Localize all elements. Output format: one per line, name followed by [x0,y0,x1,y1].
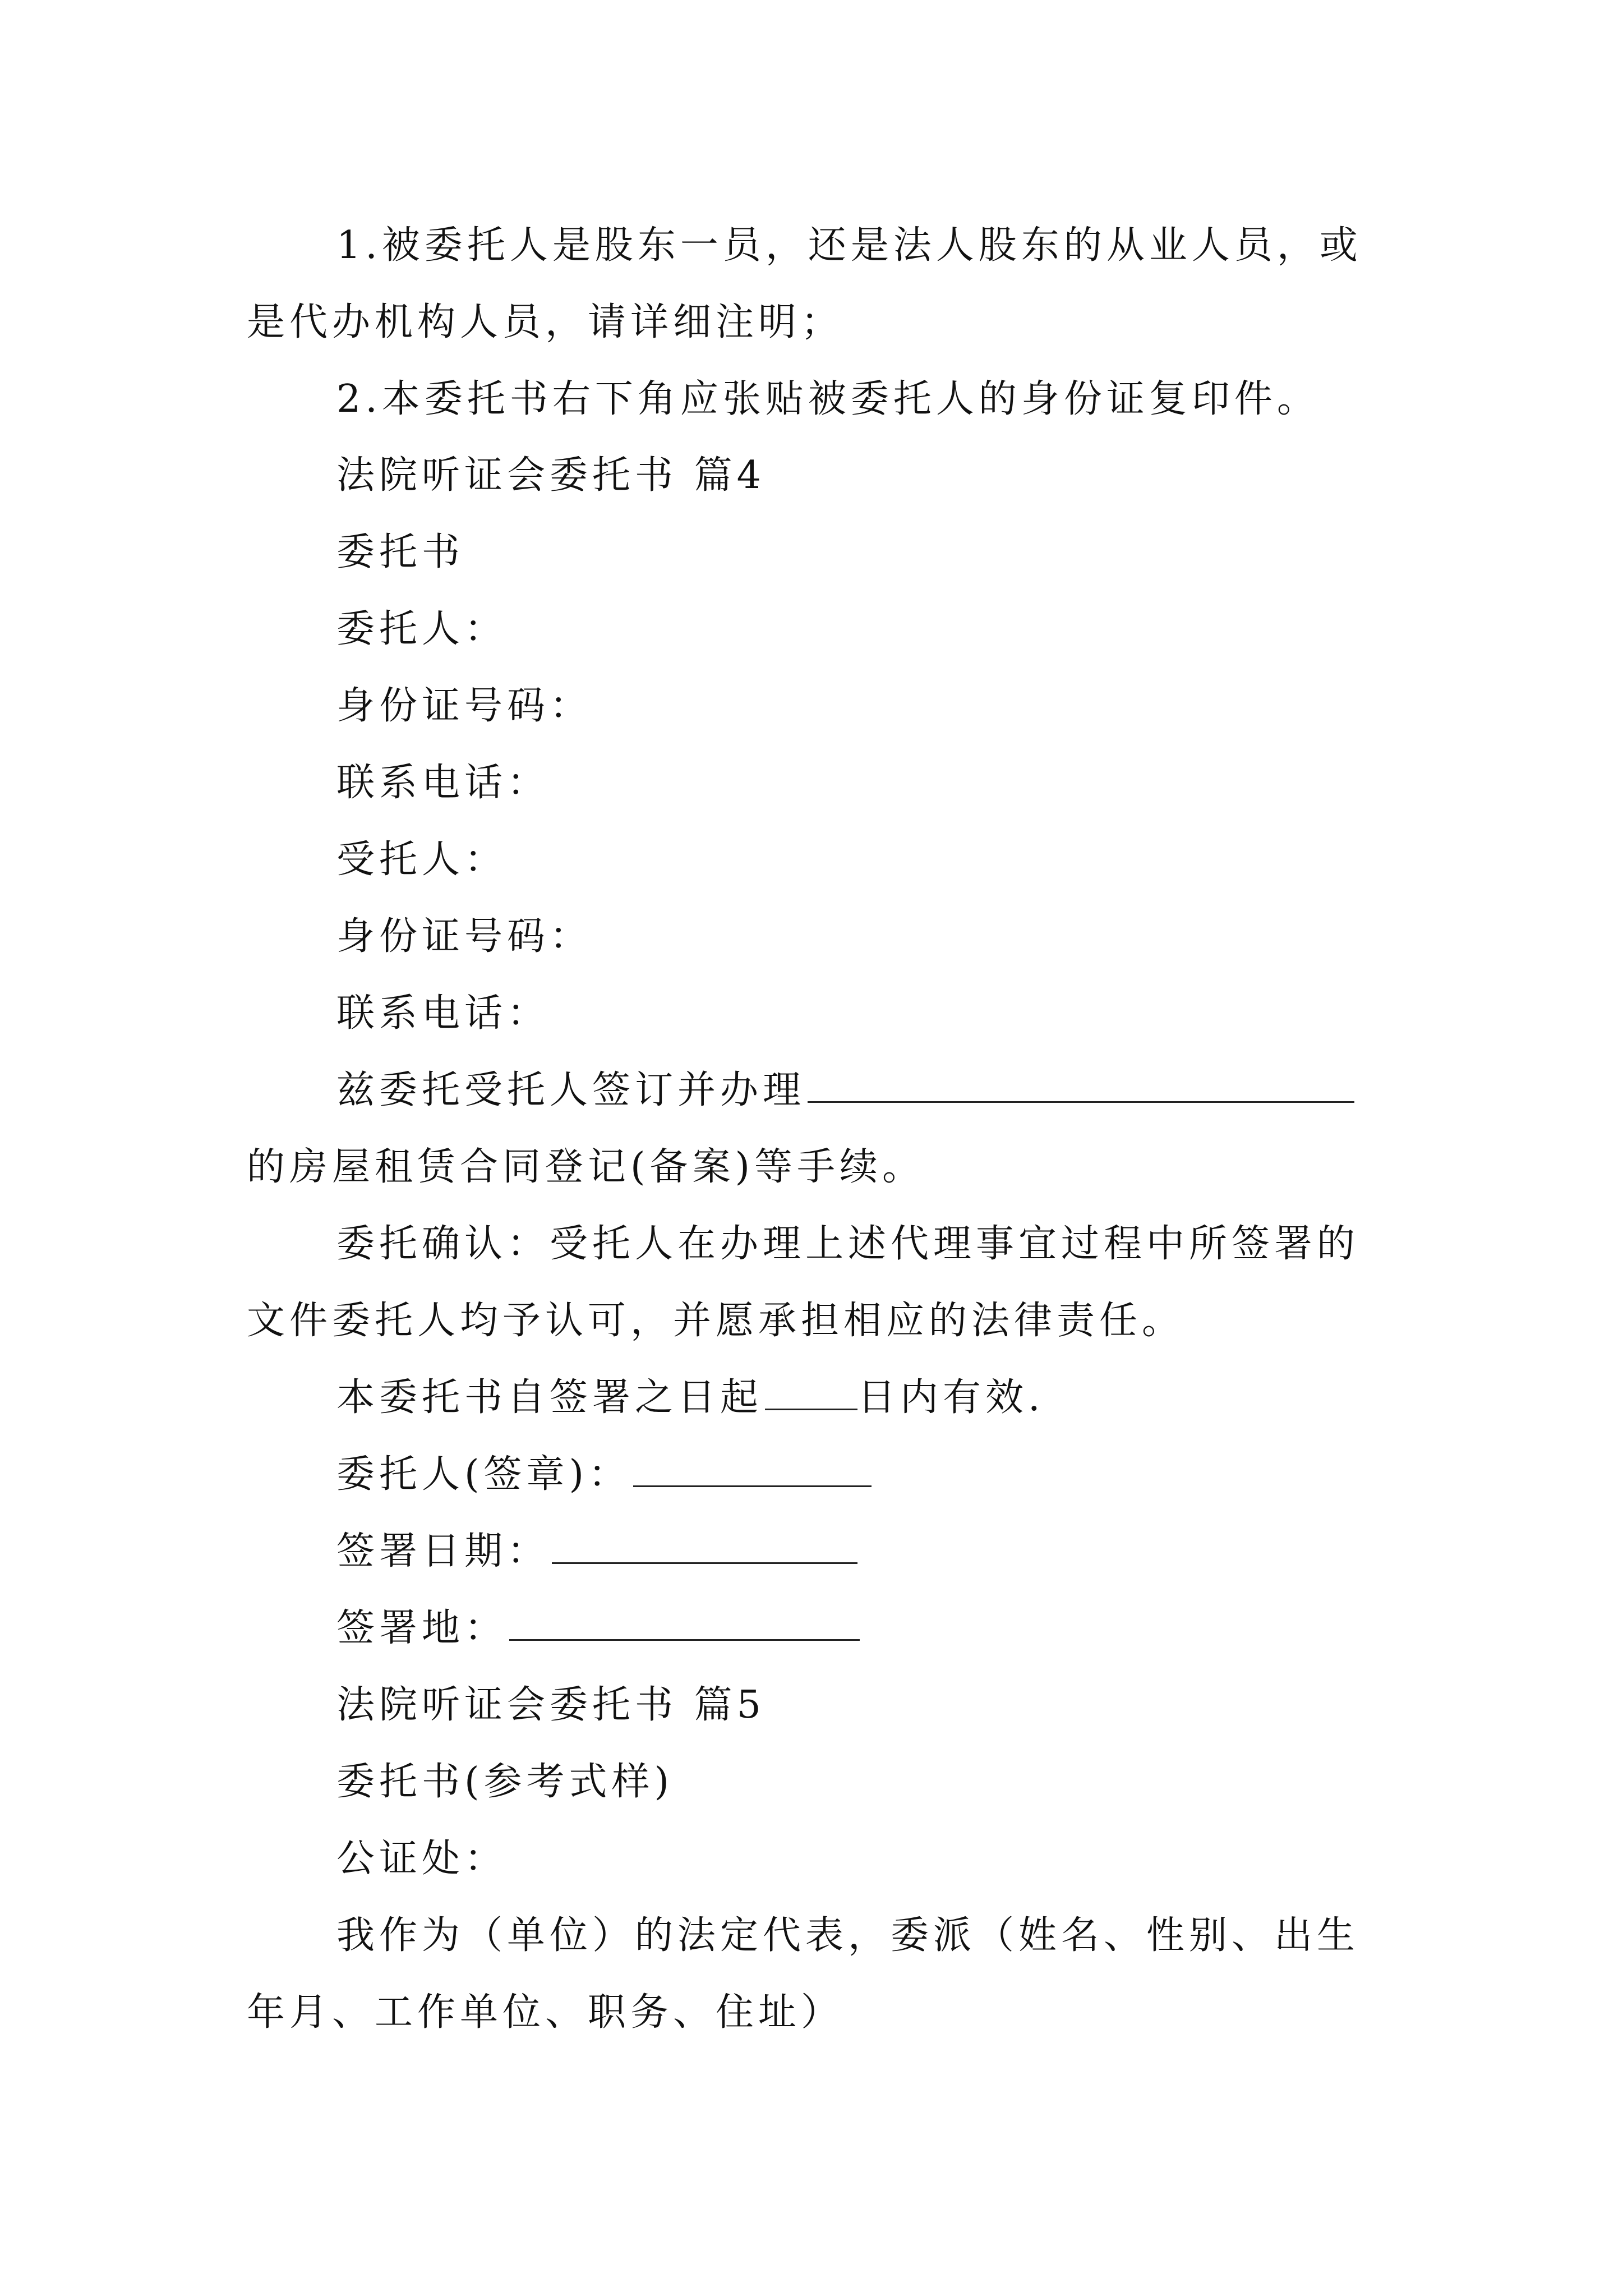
authorization-cont: 的房屋租赁合同登记(备案)等手续。 [247,1145,925,1189]
field-principal-phone: 联系电话： [336,761,550,805]
field-agent-id: 身份证号码： [336,914,593,959]
section-heading-5: 法院听证会委托书 篇5 [336,1683,766,1727]
field-agent-phone: 联系电话： [336,991,550,1036]
blank-days [765,1375,857,1410]
note-1-line-2: 是代办机构人员，请详细注明； [247,300,844,344]
section-heading-4: 法院听证会委托书 篇4 [336,453,766,498]
confirmation-line-1: 委托确认：受托人在办理上述代理事宜过程中所签署的 [336,1222,1360,1266]
blank-property [808,1068,1354,1103]
sign-date-line [336,1526,857,1577]
sign-place-label: 签署地： [336,1606,508,1650]
sign-place-line [336,1603,860,1654]
sign-date-label: 签署日期： [336,1529,550,1573]
field-principal-id: 身份证号码： [336,684,593,728]
confirmation-line-2: 文件委托人均予认可，并愿承担相应的法律责任。 [247,1299,1185,1343]
note-2: 2.本委托书右下角应张贴被委托人的身份证复印件。 [336,377,1320,421]
note-1-line-1: 1.被委托人是股东一员，还是法人股东的从业人员，或 [336,223,1362,268]
authorization-line [336,1065,1354,1116]
blank-signature [633,1452,872,1487]
addressee: 公证处： [336,1837,508,1881]
validity-text-b: 日内有效. [857,1375,1045,1420]
authorization-text: 兹委托受托人签订并办理 [336,1068,806,1112]
validity-line [336,1373,1045,1423]
title-weituoshu: 委托书 [336,530,465,574]
sign-principal-line [336,1450,872,1500]
title-sample: 委托书(参考式样) [336,1760,674,1804]
field-agent: 受托人： [336,838,508,882]
blank-date [552,1529,857,1564]
sign-principal-label: 委托人(签章)： [336,1452,631,1497]
field-principal: 委托人： [336,607,508,651]
blank-place [509,1605,860,1641]
body-line-2: 年月、工作单位、职务、住址） [247,1990,844,2035]
body-line-1: 我作为（单位）的法定代表，委派（姓名、性别、出生 [336,1913,1360,1958]
validity-text-a: 本委托书自签署之日起 [336,1375,763,1420]
